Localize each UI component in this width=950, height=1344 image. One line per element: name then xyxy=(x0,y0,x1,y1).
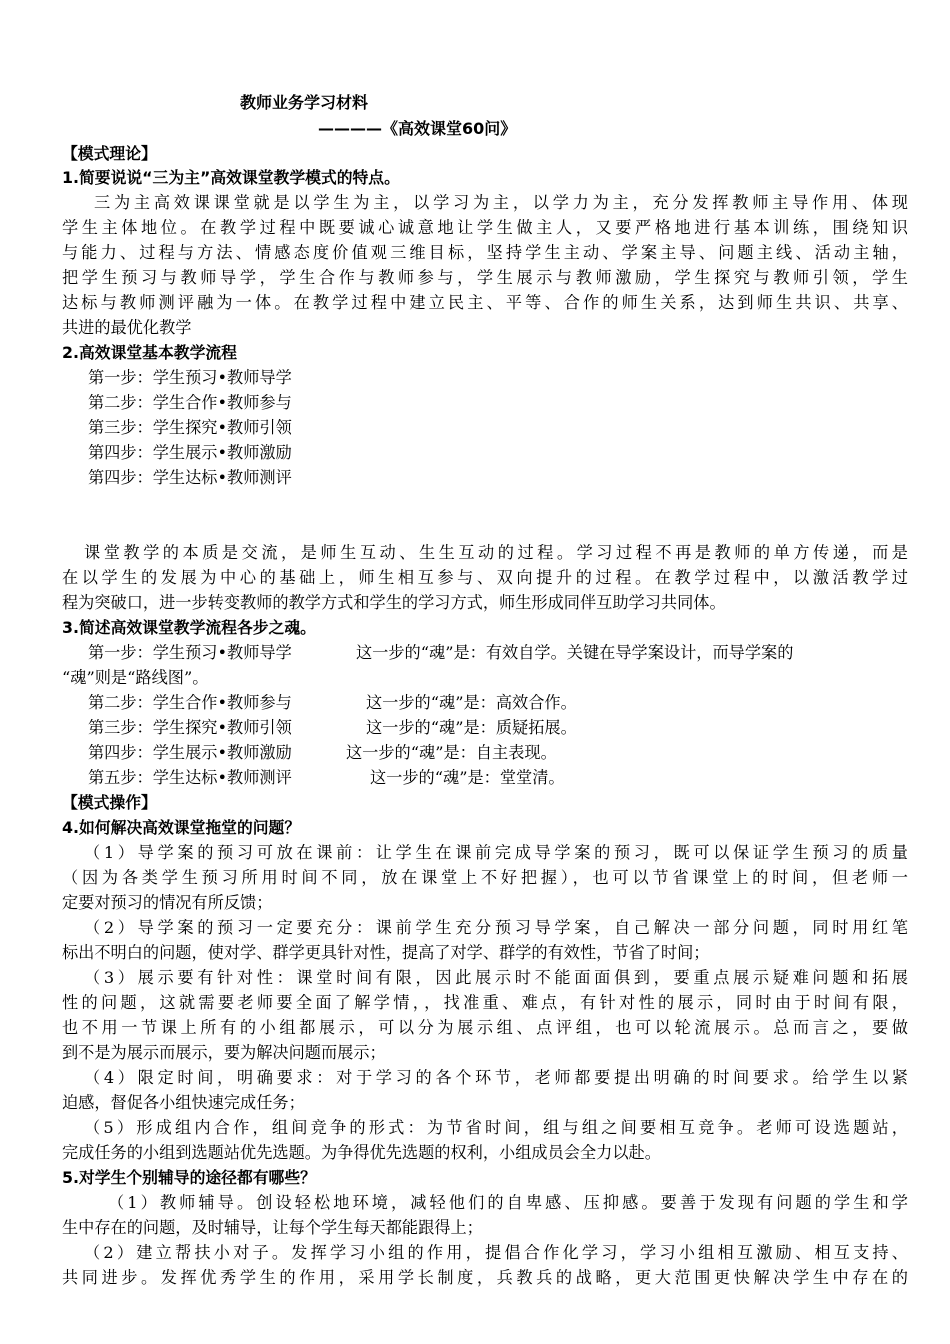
q4-line: （3）展示要有针对性：课堂时间有限，因此展示时不能面面俱到，要重点展示疑难问题和拓展 xyxy=(84,968,908,987)
soul-step-label: 第四步：学生展示•教师激励 xyxy=(88,743,292,762)
flow-step: 第四步：学生达标•教师测评 xyxy=(88,468,292,487)
soul-step-label: 第三步：学生探究•教师引领 xyxy=(88,718,292,737)
flow-step: 第一步：学生预习•教师导学 xyxy=(88,368,292,387)
q4-line: 性的问题，这就需要老师要全面了解学情，，找准重、难点，有针对性的展示，同时由于时间有限， xyxy=(62,993,908,1012)
section-heading-theory: 【模式理论】 xyxy=(62,144,157,163)
soul-step-text: 这一步的“魂”是：高效合作。 xyxy=(366,693,577,712)
q5-heading: 5.对学生个别辅导的途径都有哪些？ xyxy=(62,1168,316,1187)
q1-line: 把学生预习与教师导学，学生合作与教师参与，学生展示与教师激励，学生探究与教师引领，学生 xyxy=(62,268,908,287)
q4-line: （5）形成组内合作，组间竞争的形式：为节省时间，组与组之间要相互竞争。老师可设选题站， xyxy=(84,1118,908,1137)
soul-step-text: 这一步的“魂”是：自主表现。 xyxy=(346,743,557,762)
q4-line: （1）导学案的预习可放在课前：让学生在课前完成导学案的预习，既可以保证学生预习的质量 xyxy=(84,843,908,862)
q1-heading: 1.简要说说“三为主”高效课堂教学模式的特点。 xyxy=(62,168,400,187)
flow-step: 第二步：学生合作•教师参与 xyxy=(88,393,292,412)
q4-line: 迫感，督促各小组快速完成任务； xyxy=(62,1093,305,1112)
q2-paragraph-line: 在以学生的发展为中心的基础上，师生相互参与、双向提升的过程。在教学过程中，以激活教学过 xyxy=(62,568,908,587)
q4-line: 到不是为展示而展示，要为解决问题而展示； xyxy=(62,1043,386,1062)
q5-line: 共同进步。发挥优秀学生的作用，采用学长制度，兵教兵的战略，更大范围更快解决学生中存在的 xyxy=(62,1268,908,1287)
section-heading-operation: 【模式操作】 xyxy=(62,793,157,812)
soul-step-label: 第一步：学生预习•教师导学 xyxy=(88,643,292,662)
flow-step: 第三步：学生探究•教师引领 xyxy=(88,418,292,437)
document-title: 教师业务学习材料 xyxy=(240,93,369,112)
q4-line: （4）限定时间，明确要求：对于学习的各个环节，老师都要提出明确的时间要求。给学生以紧 xyxy=(84,1068,908,1087)
q4-line: 定要对预习的情况有所反馈； xyxy=(62,893,273,912)
q1-line: 三为主高效课课堂就是以学生为主，以学习为主，以学力为主，充分发挥教师主导作用、体现 xyxy=(94,193,908,212)
soul-step-label: 第五步：学生达标•教师测评 xyxy=(88,768,292,787)
q1-line: 学生主体地位。在教学过程中既要诚心诚意地让学生做主人，又要严格地进行基本训练，围绕知识 xyxy=(62,218,908,237)
q5-line: （1）教师辅导。创设轻松地环境，减轻他们的自卑感、压抑感。要善于发现有问题的学生和学 xyxy=(108,1193,908,1212)
soul-step-text: 这一步的“魂”是：堂堂清。 xyxy=(370,768,565,787)
q3-heading: 3.简述高效课堂教学流程各步之魂。 xyxy=(62,618,316,637)
flow-step: 第四步：学生展示•教师激励 xyxy=(88,443,292,462)
q4-line: （因为各类学生预习所用时间不同，放在课堂上不好把握），也可以节省课堂上的时间，但老师一 xyxy=(62,868,908,887)
q1-line: 达标与教师测评融为一体。在教学过程中建立民主、平等、合作的师生关系，达到师生共识、共享、 xyxy=(62,293,908,312)
q5-line: 生中存在的问题，及时辅导，让每个学生每天都能跟得上； xyxy=(62,1218,483,1237)
q1-line: 共进的最优化教学 xyxy=(62,318,192,337)
q4-heading: 4.如何解决高效课堂拖堂的问题？ xyxy=(62,818,301,837)
q2-paragraph-line: 课堂教学的本质是交流，是师生互动、生生互动的过程。学习过程不再是教师的单方传递，而是 xyxy=(84,543,908,562)
q2-heading: 2.高效课堂基本教学流程 xyxy=(62,343,237,362)
soul-step-text: 这一步的“魂”是：质疑拓展。 xyxy=(366,718,577,737)
soul-step-label: 第二步：学生合作•教师参与 xyxy=(88,693,292,712)
q4-line: 完成任务的小组到选题站优先选题。为争得优先选题的权利，小组成员会全力以赴。 xyxy=(62,1143,661,1162)
q2-paragraph-line: 程为突破口，进一步转变教师的教学方式和学生的学习方式，师生形成同伴互助学习共同体。 xyxy=(62,593,726,612)
q4-line: 也不用一节课上所有的小组都展示，可以分为展示组、点评组，也可以轮流展示。总而言之，要做 xyxy=(62,1018,908,1037)
soul-step-text: “魂”则是“路线图”。 xyxy=(62,668,209,687)
document-subtitle: ————《高效课堂60问》 xyxy=(318,119,517,138)
q4-line: （2）导学案的预习一定要充分：课前学生充分预习导学案，自己解决一部分问题，同时用红笔 xyxy=(84,918,908,937)
soul-step-text: 这一步的“魂”是：有效自学。关键在导学案设计，而导学案的 xyxy=(356,643,794,662)
q5-line: （2）建立帮扶小对子。发挥学习小组的作用，提倡合作化学习，学习小组相互激励、相互支持、 xyxy=(84,1243,908,1262)
q4-line: 标出不明白的问题，使对学、群学更具针对性，提高了对学、群学的有效性，节省了时间； xyxy=(62,943,710,962)
q1-line: 与能力、过程与方法、情感态度价值观三维目标，坚持学生主动、学案主导、问题主线、活动主轴， xyxy=(62,243,908,262)
